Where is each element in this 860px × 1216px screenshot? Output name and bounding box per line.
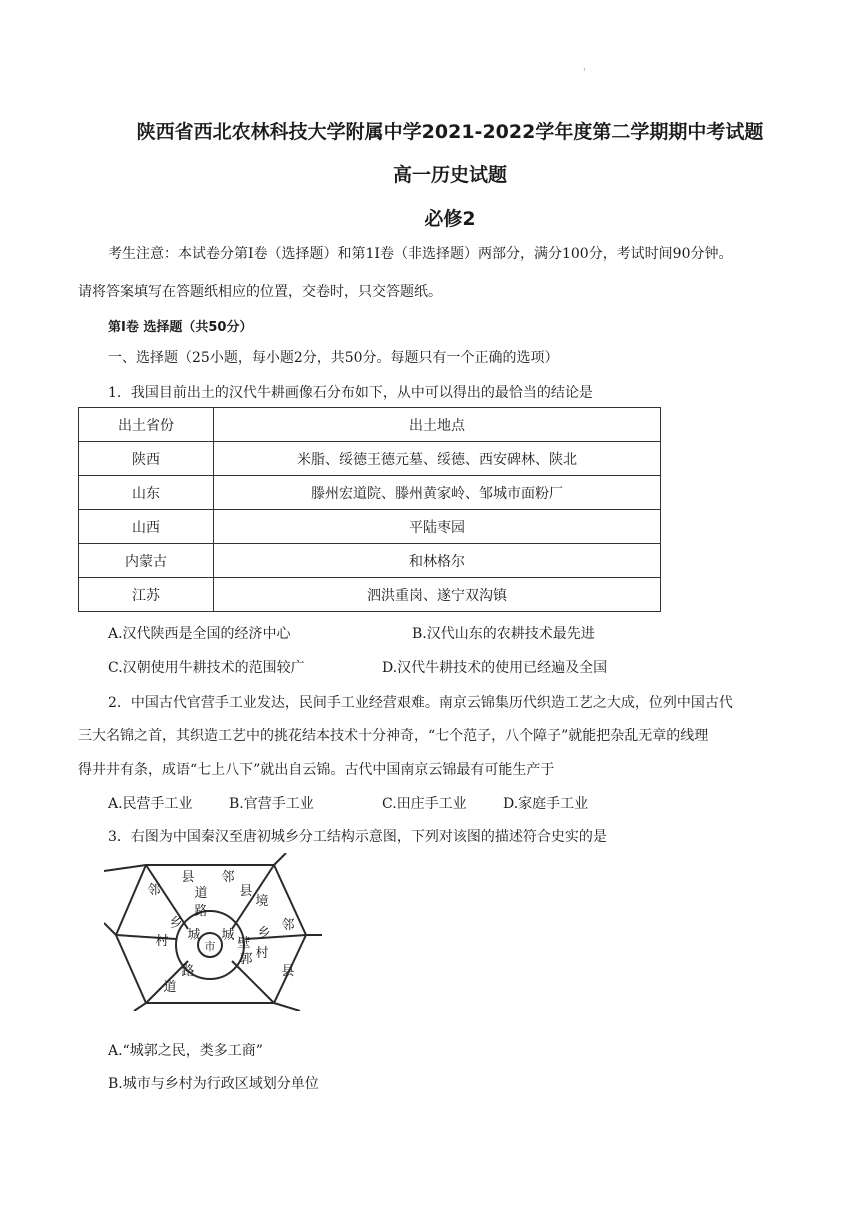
table-cell: 和林格尔 bbox=[214, 544, 661, 578]
extension-line bbox=[104, 865, 146, 871]
exam-subtitle: 高一历史试题 bbox=[392, 164, 507, 186]
diagram-label: 邻 bbox=[281, 918, 295, 933]
table-cell: 江苏 bbox=[79, 578, 214, 612]
excavation-table bbox=[78, 407, 661, 612]
diagram-label: 郭 bbox=[239, 952, 253, 967]
q3-option-a: A.“城郭之民，类多工商” bbox=[108, 1043, 263, 1059]
diagram-label: 邻 bbox=[221, 870, 235, 885]
table-cell: 泗洪重岗、遂宁双沟镇 bbox=[214, 578, 661, 612]
q2-option-b: B.官营手工业 bbox=[229, 796, 314, 812]
q1-option-d: D.汉代牛耕技术的使用已经遍及全国 bbox=[382, 660, 608, 676]
extension-line bbox=[134, 1003, 146, 1011]
table-cell: 米脂、绥德王德元墓、绥德、西安碑林、陕北 bbox=[214, 442, 661, 476]
diagram-label: 邻 bbox=[147, 883, 161, 898]
notice-line-2: 请将答案填写在答题纸相应的位置，交卷时，只交答题纸。 bbox=[78, 284, 442, 300]
diagram-label: 城 bbox=[187, 928, 201, 943]
spoke-line bbox=[232, 961, 274, 1003]
table-row bbox=[79, 442, 661, 476]
q1-option-c: C.汉朝使用牛耕技术的范围较广 bbox=[108, 660, 305, 676]
diagram-label: 村 bbox=[255, 946, 269, 961]
table-row bbox=[79, 578, 661, 612]
table-row bbox=[79, 476, 661, 510]
question-3-stem: 3．右图为中国秦汉至唐初城乡分工结构示意图，下列对该图的描述符合史实的是 bbox=[108, 829, 607, 845]
table-cell: 滕州宏道院、滕州黄家岭、邹城市面粉厂 bbox=[214, 476, 661, 510]
page-mark: ' bbox=[583, 68, 586, 78]
table-header-cell: 出土地点 bbox=[214, 408, 661, 442]
diagram-label: 路 bbox=[194, 904, 208, 919]
q1-option-a: A.汉代陕西是全国的经济中心 bbox=[108, 626, 291, 642]
table-cell: 山东 bbox=[79, 476, 214, 510]
question-2-stem-line-2: 三大名锦之首，其织造工艺中的挑花结本技术十分神奇，“七个范子，八个障子”就能把杂乱无章的线理 bbox=[78, 728, 709, 744]
notice-line-1: 考生注意：本试卷分第Ⅰ卷（选择题）和第1Ⅰ卷（非选择题）两部分，满分100分，考试时间90分钟。 bbox=[108, 246, 733, 262]
question-2-stem-line-3: 得井井有条，成语“七上八下”就出自云锦。古代中国南京云锦最有可能生产于 bbox=[78, 762, 555, 778]
diagram-label: 境 bbox=[255, 894, 269, 909]
q3-option-b: B.城市与乡村为行政区域划分单位 bbox=[108, 1076, 319, 1092]
table-row bbox=[79, 510, 661, 544]
exam-module: 必修2 bbox=[424, 208, 476, 230]
diagram-label: 路 bbox=[181, 964, 195, 979]
diagram-label: 乡 bbox=[169, 916, 183, 931]
table-header-row bbox=[79, 408, 661, 442]
spoke-line bbox=[246, 935, 306, 939]
table-row bbox=[79, 544, 661, 578]
extension-line bbox=[274, 853, 286, 865]
diagram-label: 县 bbox=[239, 884, 253, 899]
table-header-cell: 出土省份 bbox=[79, 408, 214, 442]
table-cell: 山西 bbox=[79, 510, 214, 544]
diagram-label: 村 bbox=[155, 934, 169, 949]
diagram-label: 壁 bbox=[237, 936, 251, 951]
table-cell: 平陆枣园 bbox=[214, 510, 661, 544]
diagram-label: 城 bbox=[221, 928, 235, 943]
diagram-label: 道 bbox=[194, 886, 208, 901]
diagram-label: 县 bbox=[181, 870, 195, 885]
question-1-stem: 1．我国目前出土的汉代牛耕画像石分布如下，从中可以得出的最恰当的结论是 bbox=[108, 385, 593, 401]
section-instructions: 一、选择题（25小题，每小题2分，共50分。每题只有一个正确的选项） bbox=[108, 350, 559, 366]
q2-option-a: A.民营手工业 bbox=[108, 796, 193, 812]
city-village-structure-diagram bbox=[104, 853, 324, 1011]
q1-option-b: B.汉代山东的农耕技术最先进 bbox=[412, 626, 595, 642]
table-cell: 陕西 bbox=[79, 442, 214, 476]
diagram-label: 道 bbox=[163, 980, 177, 995]
q2-option-c: C.田庄手工业 bbox=[382, 796, 467, 812]
section-heading: 第Ⅰ卷 选择题（共50分） bbox=[108, 320, 253, 335]
extension-line bbox=[104, 923, 116, 935]
diagram-label: 县 bbox=[281, 964, 295, 979]
q2-option-d: D.家庭手工业 bbox=[503, 796, 589, 812]
exam-title: 陕西省西北农林科技大学附属中学2021-2022学年度第二学期期中考试题 bbox=[136, 121, 764, 143]
diagram-label: 市 bbox=[204, 940, 216, 953]
table-cell: 内蒙古 bbox=[79, 544, 214, 578]
diagram-label: 乡 bbox=[257, 926, 271, 941]
extension-line bbox=[274, 1003, 300, 1011]
question-2-stem-line-1: 2．中国古代官营手工业发达，民间手工业经营艰难。南京云锦集历代织造工艺之大成，位列中国古代 bbox=[108, 695, 733, 711]
